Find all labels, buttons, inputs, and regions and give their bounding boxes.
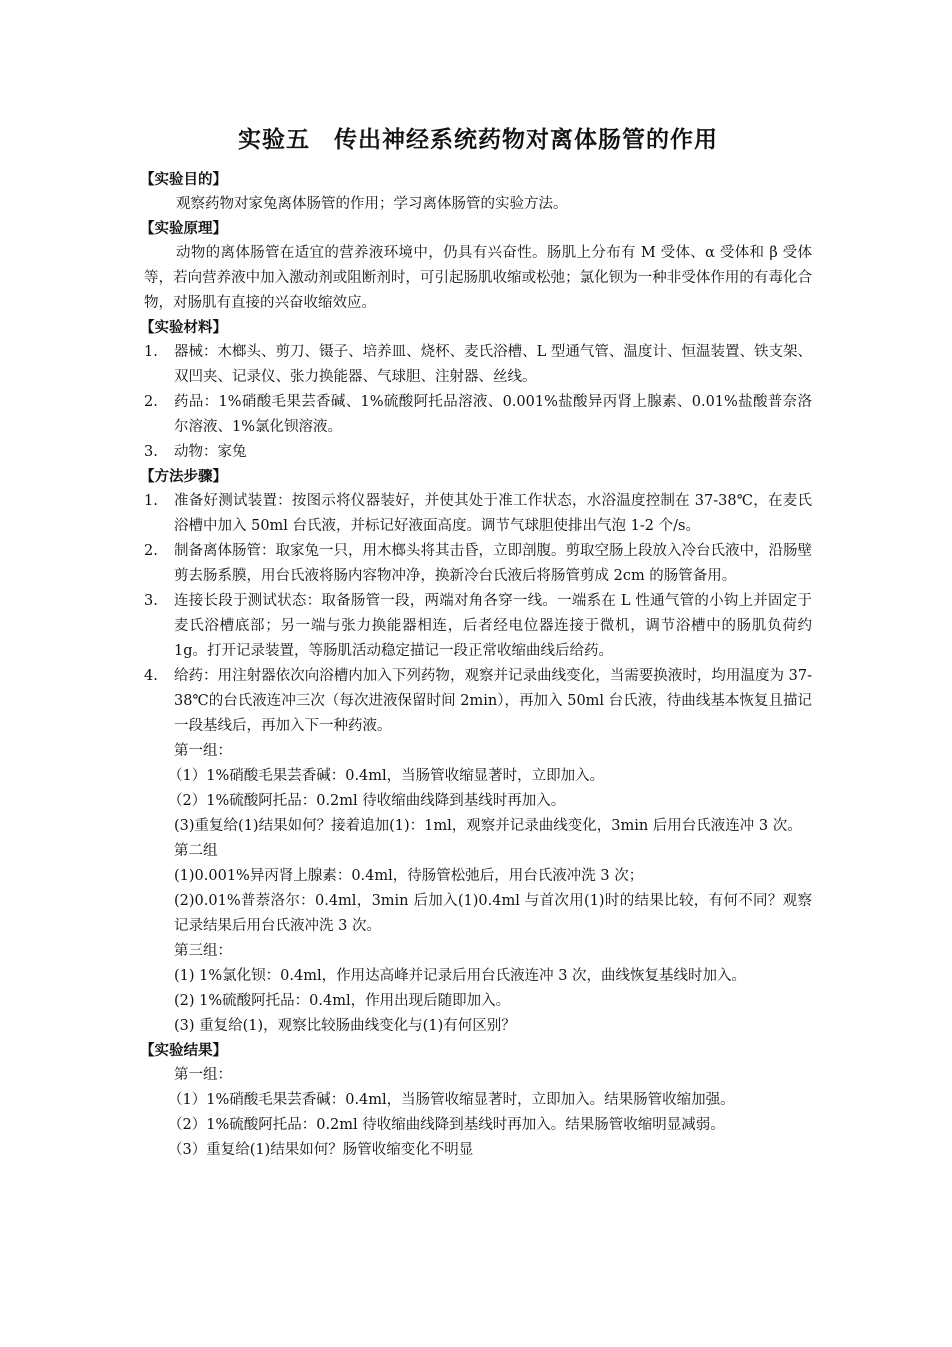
list-item <box>144 489 812 539</box>
list-item-text: 连接长段于测试状态：取备肠管一段，两端对角各穿一线。一端系在 L 性通气管的小钩上并固定于麦氏浴槽底部；另一端与张力换能器相连，后者经电位器连接于微机，调节浴槽中的肠肌负荷约 1g。打开记录装置，等肠肌活动稳定描记一段正常收缩曲线后给药。 <box>174 593 812 659</box>
list-item-text: 器械：木榔头、剪刀、镊子、培养皿、烧杯、麦氏浴槽、L 型通气管、温度计、恒温装置、铁支架、双凹夹、记录仪、张力换能器、气球胆、注射器、丝线。 <box>174 344 812 385</box>
group1-item: （2）1%硫酸阿托品：0.2ml 待收缩曲线降到基线时再加入。 <box>168 793 566 809</box>
list-item-text: 给药：用注射器依次向浴槽内加入下列药物，观察并记录曲线变化，当需要换液时，均用温度为 37-38℃的台氏液连冲三次（每次进液保留时间 2min），再加入 50ml 台氏液，待曲线基本恢复且描记一段基线后，再加入下一种药液。 <box>174 668 812 734</box>
group3-item: (1) 1%氯化钡：0.4ml，作用达高峰并记录后用台氏液连冲 3 次，曲线恢复基线时加入。 <box>174 968 747 984</box>
list-item <box>144 340 812 390</box>
list-item <box>144 589 812 664</box>
principle-section <box>140 217 812 316</box>
list-item-number: 1. <box>144 493 158 509</box>
results-item: （2）1%硫酸阿托品：0.2ml 待收缩曲线降到基线时再加入。结果肠管收缩明显减弱。 <box>168 1117 725 1133</box>
purpose-text: 观察药物对家兔离体肠管的作用；学习离体肠管的实验方法。 <box>176 196 568 212</box>
list-item-number: 2. <box>144 394 158 410</box>
list-item-text: 制备离体肠管：取家兔一只，用木榔头将其击昏，立即剖腹。剪取空肠上段放入冷台氏液中，沿肠壁剪去肠系膜，用台氏液将肠内容物冲净，换新冷台氏液后将肠管剪成 2cm 的肠管备用。 <box>174 543 812 584</box>
group1-item: (3)重复给(1)结果如何？接着追加(1)：1ml，观察并记录曲线变化，3min 后用台氏液连冲 3 次。 <box>174 818 802 834</box>
page-title: 实验五 传出神经系统药物对离体肠管的作用 <box>238 127 718 153</box>
methods-list <box>144 489 812 739</box>
results-heading: 【实验结果】 <box>140 1043 227 1059</box>
list-item-text: 准备好测试装置：按图示将仪器装好，并使其处于准工作状态，水浴温度控制在 37-38℃，在麦氏浴槽中加入 50ml 台氏液，并标记好液面高度。调节气球胆使排出气泡 1-2 个/s。 <box>174 493 812 534</box>
list-item-number: 2. <box>144 543 158 559</box>
methods-section <box>140 465 812 1039</box>
list-item-number: 3. <box>144 593 158 609</box>
results-section <box>140 1039 812 1163</box>
results-item: （1）1%硝酸毛果芸香碱：0.4ml，当肠管收缩显著时，立即加入。结果肠管收缩加强。 <box>168 1092 735 1108</box>
group2-item: (1)0.001%异丙肾上腺素：0.4ml，待肠管松弛后，用台氏液冲洗 3 次； <box>174 868 644 884</box>
list-item-number: 3. <box>144 444 158 460</box>
results-item: （3）重复给(1)结果如何？肠管收缩变化不明显 <box>168 1142 474 1158</box>
group2-item: (2)0.01%普萘洛尔：0.4ml，3min 后加入(1)0.4ml 与首次用(1)时的结果比较，有何不同？观察记录结果后用台氏液冲洗 3 次。 <box>174 893 812 934</box>
materials-section <box>140 316 812 465</box>
list-item <box>144 390 812 440</box>
purpose-heading: 【实验目的】 <box>140 172 227 188</box>
list-item <box>144 440 812 465</box>
group1-item: （1）1%硝酸毛果芸香碱：0.4ml，当肠管收缩显著时，立即加入。 <box>168 768 605 784</box>
list-item-text: 动物：家兔 <box>174 444 247 460</box>
materials-list <box>144 340 812 465</box>
group1-label: 第一组： <box>174 743 232 759</box>
methods-heading: 【方法步骤】 <box>140 469 227 485</box>
list-item-number: 4. <box>144 668 158 684</box>
group2-label: 第二组 <box>174 843 218 859</box>
materials-heading: 【实验材料】 <box>140 320 227 336</box>
principle-text: 动物的离体肠管在适宜的营养液环境中，仍具有兴奋性。肠肌上分布有 M 受体、α 受体和 β 受体等，若向营养液中加入激动剂或阻断剂时，可引起肠肌收缩或松弛；氯化钡为一种非受体作用的有毒化合物，对肠肌有直接的兴奋收缩效应。 <box>144 245 812 311</box>
results-group1-label: 第一组： <box>174 1067 232 1083</box>
list-item <box>144 664 812 739</box>
group3-item: (2) 1%硫酸阿托品：0.4ml，作用出现后随即加入。 <box>174 993 511 1009</box>
group3-item: (3) 重复给(1)，观察比较肠曲线变化与(1)有何区别？ <box>174 1018 516 1034</box>
list-item-number: 1. <box>144 344 158 360</box>
list-item <box>144 539 812 589</box>
principle-heading: 【实验原理】 <box>140 221 227 237</box>
purpose-section <box>140 168 812 217</box>
group3-label: 第三组： <box>174 943 232 959</box>
list-item-text: 药品：1%硝酸毛果芸香碱、1%硫酸阿托品溶液、0.001%盐酸异丙肾上腺素、0.01%盐酸普奈洛尔溶液、1%氯化钡溶液。 <box>174 394 812 435</box>
